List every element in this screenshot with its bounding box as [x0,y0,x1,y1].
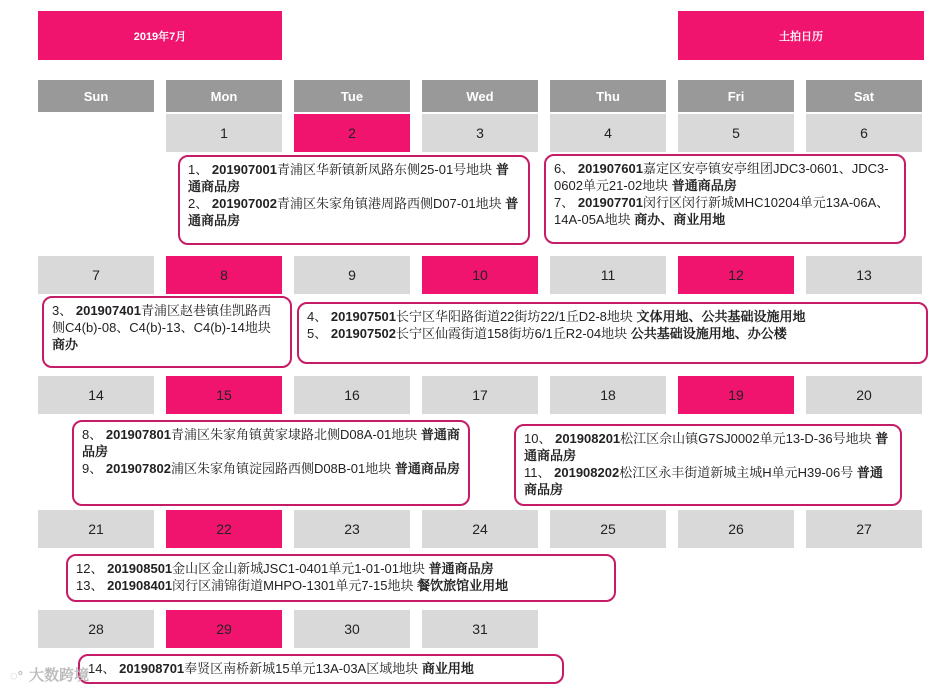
note-entry: 6、 201907601嘉定区安亭镇安亭组团JDC3-0601、JDC3-0602单元21-02地块 普通商品房 [554,161,889,193]
watermark-logo-icon: ◌° [10,668,23,683]
weekday-thu: Thu [550,80,666,112]
day-cell: 20 [806,376,922,414]
month-label: 2019年7月 [133,30,187,43]
day-cell: 18 [550,376,666,414]
day-cell-highlighted: 19 [678,376,794,414]
note-entry: 8、 201907801青浦区朱家角镇黄家埭路北侧D08A-01地块 普通商品房 [82,427,460,459]
note-day-2 [178,155,530,245]
month-banner [38,11,282,60]
note-day-19 [514,424,902,506]
day-cell-highlighted: 8 [166,256,282,294]
day-cell: 30 [294,610,410,648]
note-day-8 [42,296,292,368]
note-entry: 10、 201908201松江区佘山镇G7SJ0002单元13-D-36号地块 普通商品房 [524,431,889,463]
note-entry: 9、 201907802浦区朱家角镇淀园路西侧D08B-01地块 普通商品房 [82,461,460,476]
day-cell: 1 [166,114,282,152]
weekday-mon: Mon [166,80,282,112]
day-cell: 5 [678,114,794,152]
watermark-text: 大数跨境 [28,667,89,684]
day-cell: 27 [806,510,922,548]
day-cell-highlighted: 29 [166,610,282,648]
day-cell: 28 [38,610,154,648]
day-cell-highlighted: 12 [678,256,794,294]
day-cell: 11 [550,256,666,294]
note-day-29 [78,654,564,684]
note-entry: 11、 201908202松江区永丰街道新城主城H单元H39-06号 普通商品房 [524,465,883,497]
note-entry: 4、 201907501长宁区华阳路街道22街坊22/1丘D2-8地块 文体用地、公共基础设施用地 [307,309,806,324]
day-cell: 13 [806,256,922,294]
day-cell: 16 [294,376,410,414]
weekday-wed: Wed [422,80,538,112]
watermark [10,664,89,685]
day-cell-highlighted: 10 [422,256,538,294]
note-entry: 3、 201907401青浦区赵巷镇佳凯路西侧C4(b)-08、C4(b)-13、C4(b)-14地块 商办 [52,303,271,352]
calendar-title: 土拍日历 [779,30,823,43]
note-entry: 13、 201908401闵行区浦锦街道MHPO-1301单元7-15地块 餐饮旅馆业用地 [76,578,509,593]
day-cell-highlighted: 22 [166,510,282,548]
day-cell: 25 [550,510,666,548]
note-entry: 5、 201907502长宁区仙霞街道158街坊6/1丘R2-04地块 公共基础设施用地、办公楼 [307,326,787,341]
day-cell-highlighted: 15 [166,376,282,414]
note-day-5 [544,154,906,244]
note-entry: 7、 201907701闵行区闵行新城MHC10204单元13A-06A、14A-05A地块 商办、商业用地 [554,195,890,227]
day-cell: 6 [806,114,922,152]
day-cell: 24 [422,510,538,548]
day-cell: 9 [294,256,410,294]
weekday-sat: Sat [806,80,922,112]
note-entry: 14、 201908701奉贤区南桥新城15单元13A-03A区域地块 商业用地 [88,661,474,676]
note-day-10 [297,302,928,364]
day-cell-highlighted: 2 [294,114,410,152]
day-cell: 7 [38,256,154,294]
day-cell: 23 [294,510,410,548]
weekday-fri: Fri [678,80,794,112]
note-entry: 1、 201907001青浦区华新镇新凤路东侧25-01号地块 普通商品房 [188,162,509,194]
note-day-15 [72,420,470,506]
calendar-title-banner [678,11,924,60]
note-entry: 12、 201908501金山区金山新城JSC1-0401单元1-01-01地块 普通商品房 [76,561,494,576]
day-cell: 31 [422,610,538,648]
day-cell: 21 [38,510,154,548]
note-day-22 [66,554,616,602]
weekday-tue: Tue [294,80,410,112]
day-cell: 3 [422,114,538,152]
day-cell: 26 [678,510,794,548]
day-cell: 14 [38,376,154,414]
weekday-sun: Sun [38,80,154,112]
day-cell: 4 [550,114,666,152]
day-cell: 17 [422,376,538,414]
note-entry: 2、 201907002青浦区朱家角镇港周路西侧D07-01地块 普通商品房 [188,196,519,228]
